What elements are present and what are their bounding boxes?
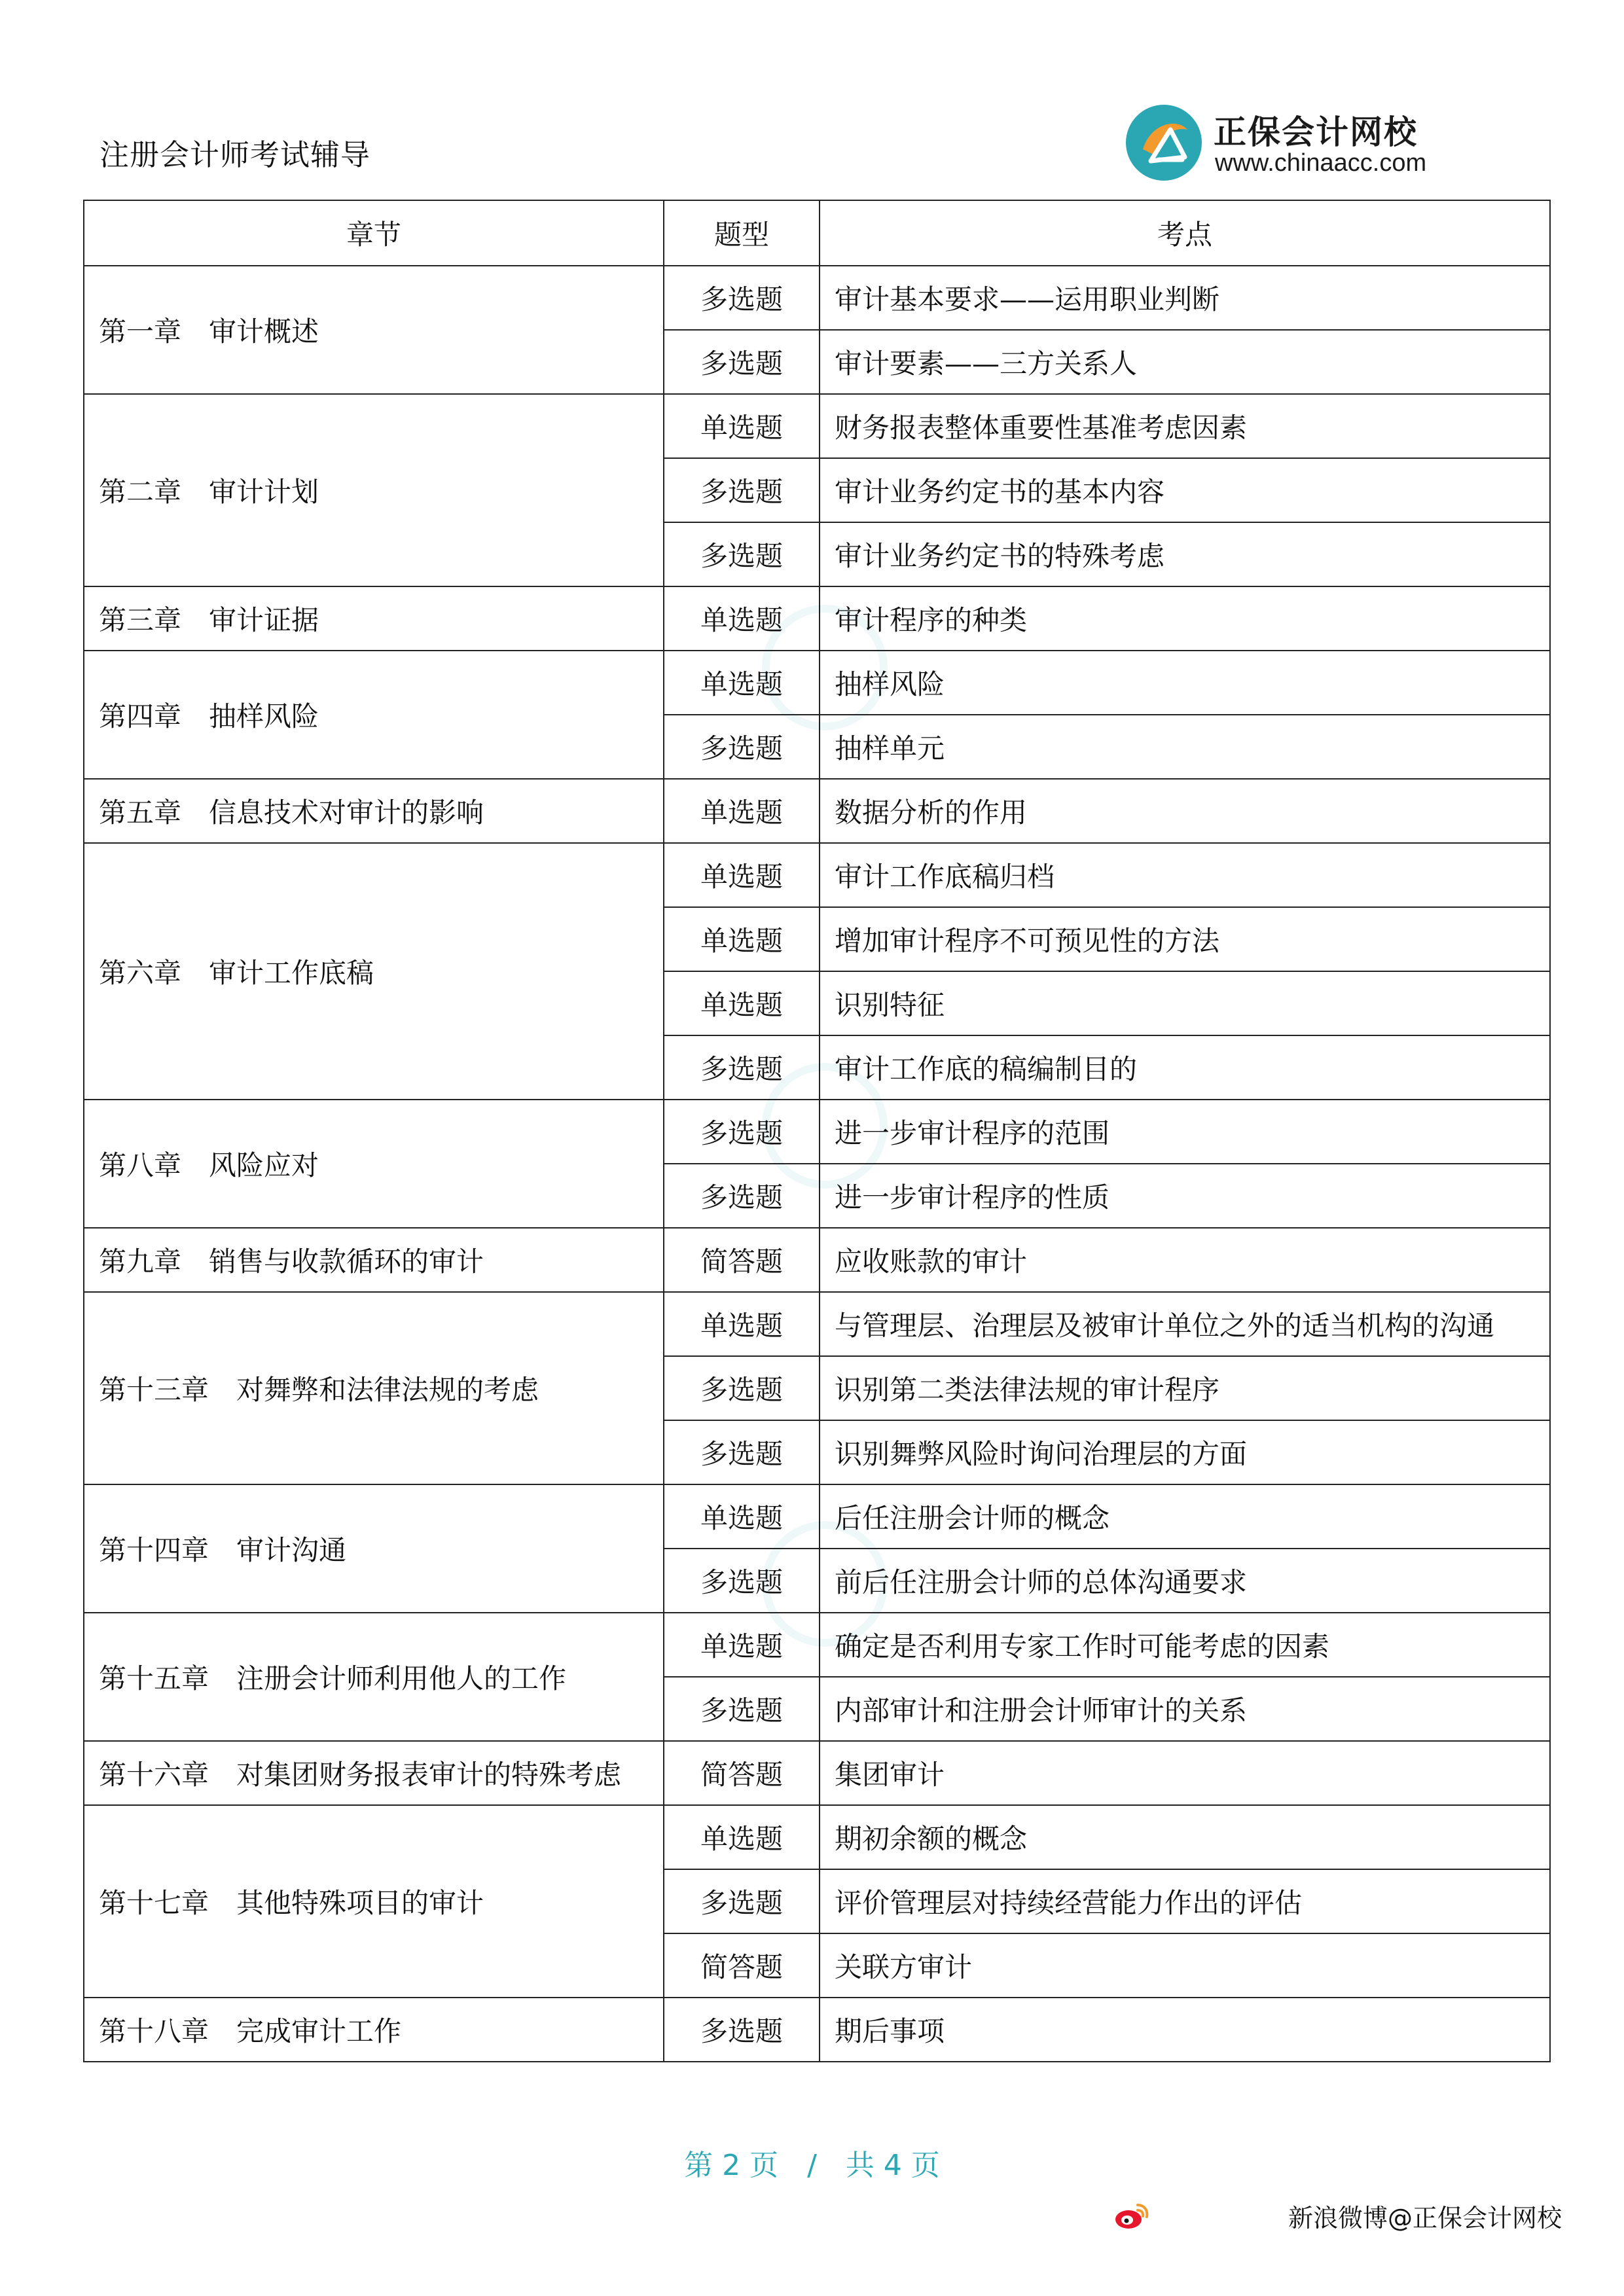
brand-name: 正保会计网校	[1214, 113, 1418, 151]
column-header-chapter: 章节	[84, 200, 664, 266]
weibo-icon	[1113, 2200, 1151, 2231]
table-row	[84, 1998, 1550, 2062]
question-type-cell: 多选题	[664, 1420, 820, 1484]
question-type-cell: 简答题	[664, 1741, 820, 1805]
question-type-cell: 单选题	[664, 843, 820, 907]
table-row	[84, 1741, 1550, 1805]
chapter-cell: 第四章 抽样风险	[84, 651, 664, 779]
exam-point-cell: 审计程序的种类	[820, 586, 1550, 651]
question-type-cell: 多选题	[664, 1869, 820, 1933]
column-header-point: 考点	[820, 200, 1550, 266]
exam-point-cell: 抽样风险	[820, 651, 1550, 715]
exam-point-cell: 集团审计	[820, 1741, 1550, 1805]
question-type-cell: 单选题	[664, 1613, 820, 1677]
exam-point-cell: 进一步审计程序的范围	[820, 1100, 1550, 1164]
table-row	[84, 779, 1550, 843]
chapter-cell: 第十三章 对舞弊和法律法规的考虑	[84, 1292, 664, 1484]
table-row	[84, 266, 1550, 330]
question-type-cell: 单选题	[664, 971, 820, 1035]
exam-point-cell: 评价管理层对持续经营能力作出的评估	[820, 1869, 1550, 1933]
weibo-account: 新浪微博@正保会计网校	[1288, 2203, 1562, 2233]
question-type-cell: 多选题	[664, 266, 820, 330]
question-type-cell: 多选题	[664, 1677, 820, 1741]
table-row	[84, 843, 1550, 907]
question-type-cell: 简答题	[664, 1933, 820, 1998]
chapter-cell: 第八章 风险应对	[84, 1100, 664, 1228]
table-row	[84, 1613, 1550, 1677]
exam-point-cell: 审计业务约定书的基本内容	[820, 458, 1550, 522]
chapter-cell: 第五章 信息技术对审计的影响	[84, 779, 664, 843]
table-header-row	[84, 200, 1550, 266]
exam-point-cell: 识别第二类法律法规的审计程序	[820, 1356, 1550, 1420]
chapter-cell: 第三章 审计证据	[84, 586, 664, 651]
chapter-cell: 第十五章 注册会计师利用他人的工作	[84, 1613, 664, 1741]
exam-point-cell: 后任注册会计师的概念	[820, 1484, 1550, 1549]
exam-point-cell: 进一步审计程序的性质	[820, 1164, 1550, 1228]
question-type-cell: 多选题	[664, 1356, 820, 1420]
table-row	[84, 394, 1550, 458]
question-type-cell: 多选题	[664, 522, 820, 586]
exam-point-cell: 审计工作底稿归档	[820, 843, 1550, 907]
table-row	[84, 586, 1550, 651]
brand-url: www.chinaacc.com	[1215, 149, 1427, 177]
question-type-cell: 多选题	[664, 1035, 820, 1100]
table-row	[84, 651, 1550, 715]
table-row	[84, 1228, 1550, 1292]
exam-point-cell: 与管理层、治理层及被审计单位之外的适当机构的沟通	[820, 1292, 1550, 1356]
chapter-cell: 第六章 审计工作底稿	[84, 843, 664, 1100]
exam-point-cell: 识别舞弊风险时询问治理层的方面	[820, 1420, 1550, 1484]
column-header-type: 题型	[664, 200, 820, 266]
weibo-footer	[1113, 2196, 1562, 2235]
exam-point-cell: 财务报表整体重要性基准考虑因素	[820, 394, 1550, 458]
exam-point-cell: 确定是否利用专家工作时可能考虑的因素	[820, 1613, 1550, 1677]
question-type-cell: 单选题	[664, 779, 820, 843]
table-row	[84, 1805, 1550, 1869]
exam-point-cell: 关联方审计	[820, 1933, 1550, 1998]
exam-point-cell: 数据分析的作用	[820, 779, 1550, 843]
question-type-cell: 单选题	[664, 651, 820, 715]
document-title: 注册会计师考试辅导	[99, 137, 371, 172]
question-type-cell: 多选题	[664, 1998, 820, 2062]
exam-point-cell: 审计要素——三方关系人	[820, 330, 1550, 394]
question-type-cell: 多选题	[664, 458, 820, 522]
logo-icon	[1125, 103, 1203, 182]
question-type-cell: 单选题	[664, 1805, 820, 1869]
exam-point-cell: 增加审计程序不可预见性的方法	[820, 907, 1550, 971]
chapter-cell: 第十八章 完成审计工作	[84, 1998, 664, 2062]
page-indicator: 第 2 页 / 共 4 页	[684, 2149, 940, 2182]
question-type-cell: 多选题	[664, 715, 820, 779]
question-type-cell: 单选题	[664, 1484, 820, 1549]
exam-point-cell: 识别特征	[820, 971, 1550, 1035]
brand-logo	[1125, 99, 1439, 185]
exam-point-cell: 审计业务约定书的特殊考虑	[820, 522, 1550, 586]
question-type-cell: 单选题	[664, 1292, 820, 1356]
chapter-cell: 第九章 销售与收款循环的审计	[84, 1228, 664, 1292]
exam-point-cell: 应收账款的审计	[820, 1228, 1550, 1292]
exam-point-cell: 期初余额的概念	[820, 1805, 1550, 1869]
question-type-cell: 多选题	[664, 1100, 820, 1164]
table-body	[84, 266, 1550, 2062]
chapter-cell: 第二章 审计计划	[84, 394, 664, 586]
chapter-cell: 第十四章 审计沟通	[84, 1484, 664, 1613]
question-type-cell: 单选题	[664, 586, 820, 651]
question-type-cell: 简答题	[664, 1228, 820, 1292]
question-type-cell: 多选题	[664, 1549, 820, 1613]
table-row	[84, 1100, 1550, 1164]
chapter-cell: 第一章 审计概述	[84, 266, 664, 394]
exam-point-cell: 内部审计和注册会计师审计的关系	[820, 1677, 1550, 1741]
table-row	[84, 1484, 1550, 1549]
chapter-cell: 第十七章 其他特殊项目的审计	[84, 1805, 664, 1998]
exam-point-cell: 前后任注册会计师的总体沟通要求	[820, 1549, 1550, 1613]
exam-points-table	[83, 200, 1551, 2062]
exam-point-cell: 审计工作底的稿编制目的	[820, 1035, 1550, 1100]
exam-point-cell: 期后事项	[820, 1998, 1550, 2062]
question-type-cell: 多选题	[664, 330, 820, 394]
question-type-cell: 单选题	[664, 907, 820, 971]
exam-point-cell: 审计基本要求——运用职业判断	[820, 266, 1550, 330]
question-type-cell: 单选题	[664, 394, 820, 458]
exam-point-cell: 抽样单元	[820, 715, 1550, 779]
chapter-cell: 第十六章 对集团财务报表审计的特殊考虑	[84, 1741, 664, 1805]
question-type-cell: 多选题	[664, 1164, 820, 1228]
table-row	[84, 1292, 1550, 1356]
